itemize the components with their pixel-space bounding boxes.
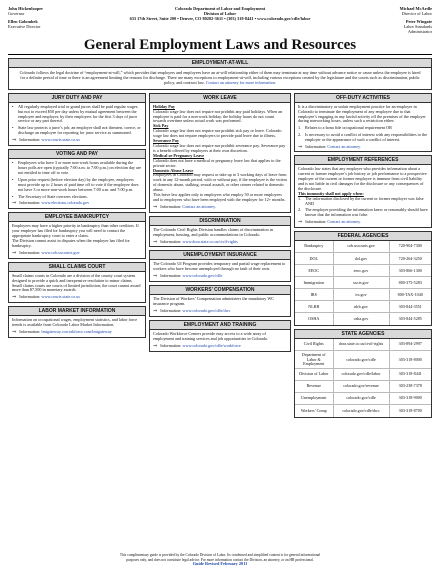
table-row: Revenue colorado.gov/revenue 303-238-7378 [295, 381, 431, 393]
arrow-right-icon: ⇒ [12, 200, 17, 207]
jury-info-link[interactable]: www.courts.state.co.us [41, 137, 80, 143]
arrow-right-icon: ⇒ [12, 329, 17, 336]
footer-disclaimer-1: This complimentary guide is provided by the Colorado Division of Labor. Its condensed and simplified content is for general informational [119, 553, 321, 558]
small-claims-section [8, 262, 146, 304]
arrow-right-icon: ⇒ [153, 273, 158, 280]
discrimination-info [153, 240, 287, 245]
info-label: Information: [19, 294, 41, 300]
discrimination-title: DISCRIMINATION [150, 217, 290, 226]
arrow-right-icon: ⇒ [298, 143, 303, 150]
voting-item: • The Secretary of State oversees elections. [12, 195, 142, 200]
table-row: NLRB nlrb.gov 303-844-3551 [295, 301, 431, 313]
references-lead: This immunity shall not apply when: [298, 191, 364, 196]
governor-title: Governor [8, 11, 25, 16]
info-label: Information: [19, 200, 41, 206]
medical-leave-body: Colorado does not have a medical or pregnancy leave law that applies to the private sector. [153, 157, 281, 168]
lmi-title: LABOR MARKET INFORMATION [9, 307, 145, 316]
work-leave-title: WORK LEAVE [150, 94, 290, 103]
at-will-body: Colorado follows the legal doctrine of “employment-at-will,” which provides that employers and employees have an at-will relationship either of them may terminate at any time without advance notice or cause unless the employee is hired for a definite period of time or there is an agreement limiting the reasons for discharge. There are many exceptions to employment-at-will, including various exceptions created by the legislature and the courts such as discrimination, public policy, and contract law. [19, 70, 421, 85]
page-title: General Employment Laws and Resources [8, 37, 432, 55]
work-leave-info-link[interactable]: Contact an attorney. [182, 203, 216, 209]
voting-info-link[interactable]: www.elections.colorado.gov [41, 200, 90, 206]
holiday-pay-body: Colorado wage law does not require nor prohibit any paid holidays. When an employee is paid for a non-work holiday, the holiday hours do not count towards overtime unless actual work was performed. [153, 108, 283, 124]
discrimination-info-link[interactable]: www.dora.state.co.us/civil-rights [182, 238, 238, 244]
sick-pay-body: Colorado wage law does not require nor prohibit sick pay or leave. Colorado wage law does not require employers to provide paid leave due to illness. [153, 128, 282, 139]
column-middle [149, 93, 291, 418]
director-title: Director of Labor [401, 11, 432, 16]
arrow-right-icon: ⇒ [12, 137, 17, 144]
workers-comp-info [153, 309, 287, 314]
jury-info [12, 138, 142, 143]
unemployment-body: The Colorado UI Program provides temporary and partial wage replacement to workers who have become unemployed through no fault of their own. [153, 261, 286, 272]
executive-director-name: Ellen Golombek [8, 19, 38, 24]
discrimination-section [149, 216, 291, 248]
arrow-right-icon: ⇒ [298, 219, 303, 226]
table-row: DOL dol.gov 720-264-3250 [295, 253, 431, 265]
jury-item: • State law protects a juror’s job; an employer shall not threaten, coerce, or discharge an employee for reporting for juror service as summoned. [12, 126, 142, 136]
workers-comp-section [149, 285, 291, 317]
info-label: Information: [160, 238, 182, 244]
federal-agencies-table [295, 241, 431, 325]
bankruptcy-info-link[interactable]: www.cob.uscourts.gov [41, 249, 80, 255]
references-info-link[interactable]: Contact an attorney. [327, 219, 361, 225]
jury-title: JURY DUTY AND PAY [9, 94, 145, 103]
table-row: OSHA osha.gov 303-844-5285 [295, 313, 431, 325]
info-label: Information: [160, 342, 182, 348]
training-title: EMPLOYMENT AND TRAINING [150, 321, 290, 330]
workers-comp-title: WORKERS’ COMPENSATION [150, 286, 290, 295]
at-will-section [8, 58, 432, 90]
off-duty-title: OFF-DUTY ACTIVITIES [295, 94, 431, 103]
severance-pay-body: Colorado wage law does not require nor prohibit severance pay. Severance pay is a benefit offered by employers at their own discretion. [153, 142, 286, 153]
table-row: EEOC eeoc.gov 303-866-1300 [295, 265, 431, 277]
administrator-title: Labor Standards Administrator [403, 24, 432, 34]
at-will-attorney-link[interactable]: Contact an attorney for more information. [205, 79, 277, 85]
leave-applicability-body: This leave law applies only to employers who employ 50 or more employees and to employees who have been employed with the employer for 12+ months. [153, 192, 286, 202]
domestic-abuse-body: Employees in Colorado may request or take up to 3 working days of leave from work in any 12-month period, with or without pay, if the employee is the victim of domestic abuse, stalking, sexual assault, or other crimes related to domestic abuse. [153, 172, 287, 193]
federal-agencies-section [294, 231, 432, 326]
voting-item: • Employees who have 3 or more non-work hours available during the hours polls are open (typically 7:00 a.m. to 7:00 p.m.) on election day are not entitled to time off to vote. [12, 161, 142, 176]
table-row: Unemployment colorado.gov/cdle 303-318-9000 [295, 393, 431, 405]
medical-leave-heading: Medical or Pregnancy Leave [153, 152, 205, 158]
letterhead [8, 6, 432, 36]
table-row: Civil Rights dora.state.co.us/civil-rights 303-894-2997 [295, 339, 431, 351]
director-name: Michael McArdle [399, 6, 432, 11]
column-left [8, 93, 146, 418]
jury-item: • All regularly employed trial or grand jurors shall be paid regular wages, but not to exceed $50 per day unless by mutual agreement between the employee and employer, by their employers for the first 3 days of juror service or any part thereof. [12, 105, 142, 125]
administrator-name: Peter Wingate [405, 19, 432, 24]
bankruptcy-section [8, 212, 146, 258]
references-item: 1. The information disclosed by the current or former employer was false AND [298, 195, 424, 206]
unemployment-info-link[interactable]: www.colorado.gov/cdle [182, 273, 223, 279]
small-claims-info [12, 295, 142, 300]
department-name: Colorado Department of Labor and Employment [174, 6, 266, 11]
references-body: Colorado law states that any employer who provides information about a current or former employee’s job history or job performance to a prospective employer of the current or former employee is immune from civil liability and is not liable in civil damages for the disclosure or any consequences of the disclosure. [298, 166, 427, 192]
domestic-abuse-heading: Domestic Abuse Leave [153, 167, 194, 173]
state-agencies-section [294, 329, 432, 418]
training-info-link[interactable]: www.colorado.gov/cdle/workforce [182, 342, 241, 348]
references-section [294, 155, 432, 227]
training-info [153, 344, 287, 349]
info-label: Information: [305, 143, 327, 149]
info-label: Information: [19, 329, 41, 335]
discrimination-body: The Colorado Civil Rights Division handles claims of discrimination in employment, housing, and public accommodations in Colorado. [153, 226, 273, 237]
info-label: Information: [160, 273, 182, 279]
work-leave-info [153, 205, 287, 210]
voting-item: • Upon prior request (before election day) by the employee, employers must provide up to 2 hours of paid time off to vote if the employee does not have 3 or more non-work hours between 7:00 a.m. and 7:00 p.m. [12, 178, 142, 193]
table-row: Bankruptcy cob.uscourts.gov 720-904-7300 [295, 241, 431, 253]
executive-director-title: Executive Director [8, 24, 41, 29]
unemployment-info [153, 274, 287, 279]
training-body: Colorado Workforce Centers provide easy access to a wide array of employment and training services and job opportunities in Colorado. [153, 330, 269, 341]
table-row: Immigration uscis.gov 800-375-5283 [295, 277, 431, 289]
jury-section [8, 93, 146, 146]
arrow-right-icon: ⇒ [12, 249, 17, 256]
table-row: Workers’ Comp colorado.gov/cdle/dwc 303-318-8700 [295, 405, 431, 417]
references-item: 2. The employer providing the information knew or reasonably should have known that the information was false. [298, 207, 428, 218]
lmi-info [12, 330, 142, 335]
columns [8, 93, 432, 418]
sick-pay-heading: Sick Pay [153, 123, 169, 129]
references-info [298, 220, 428, 225]
federal-agencies-title: FEDERAL AGENCIES [295, 232, 431, 241]
info-label: Information: [160, 203, 182, 209]
governor-name: John Hickenlooper [8, 6, 43, 11]
off-duty-body: It is a discriminatory or unfair employment practice for an employer in Colorado to terminate the employment of any employee due to that employee’s engaging in any lawful activity off the premises of the employer during nonworking hours, unless such a restriction either: [298, 103, 426, 124]
voting-section [8, 149, 146, 209]
off-duty-item: 1. Relates to a bona fide occupational requirement OR [298, 125, 392, 131]
holiday-pay-heading: Holiday Pay [153, 103, 175, 109]
footer [8, 553, 432, 566]
state-agencies-table [295, 339, 431, 417]
arrow-right-icon: ⇒ [153, 308, 158, 314]
lmi-body: Information on occupational wages, employment statistics, and labor force trends is available from Colorado Labor Market Information. [12, 317, 138, 328]
column-right [294, 93, 432, 418]
bankruptcy-body-2: The Division cannot assist in disputes when the employer has filed for bankruptcy. [12, 238, 130, 248]
off-duty-item: 2. Is necessary to avoid a conflict of interest with any responsibilities to the employer or the appearance of such a conflict of interest. [298, 131, 428, 142]
letterhead-center [8, 6, 432, 21]
info-label: Information: [19, 137, 41, 143]
small-claims-body: Small claims courts in Colorado are a division of the county court system designed to provide a quick and inexpensive resolution to minor claims. Small claims courts are courts of limited jurisdiction; the court cannot award more than $7,500 in monetary awards. [12, 272, 141, 293]
unemployment-title: UNEMPLOYMENT INSURANCE [150, 251, 290, 260]
work-leave-section [149, 93, 291, 213]
references-title: EMPLOYMENT REFERENCES [295, 156, 431, 165]
unemployment-section [149, 250, 291, 282]
arrow-right-icon: ⇒ [153, 238, 158, 245]
workers-comp-body: The Division of Workers’ Compensation administers the mandatory WC insurance program. [153, 296, 275, 307]
info-label: Information: [305, 219, 327, 225]
lmi-info-link[interactable]: lmigateway.coworkforce.com/lmigateway [41, 329, 112, 335]
off-duty-info-link[interactable]: Contact an attorney. [327, 143, 361, 149]
small-claims-title: SMALL CLAIMS COURT [9, 263, 145, 272]
state-agencies-title: STATE AGENCIES [295, 330, 431, 339]
table-row: IRS irs.gov 800-TAX-1040 [295, 289, 431, 301]
bankruptcy-title: EMPLOYEE BANKRUPTCY [9, 213, 145, 222]
footer-disclaimer-2: purposes only, and does not constitute legal advice. For more information contact the Division, an attorney, or an HR professional. [126, 557, 314, 562]
letterhead-right [388, 6, 432, 34]
off-duty-section [294, 93, 432, 153]
bankruptcy-info [12, 251, 142, 256]
bankruptcy-body: Employees may have a higher priority in bankruptcy than other creditors. If your employer has filed for bankruptcy you will need to contact the appropriate bankruptcy court to enter a claim. [12, 223, 139, 239]
info-label: Information: [160, 308, 182, 313]
training-section [149, 320, 291, 352]
info-label: Information: [19, 249, 41, 255]
workers-comp-info-link[interactable]: www.colorado.gov/cdle/dwc [182, 308, 231, 313]
voting-info [12, 201, 142, 206]
lmi-section [8, 306, 146, 338]
department-address: 633 17th Street, Suite 200 • Denver, CO 80202-3611 • (303) 318-8441 • www.colorado.gov/cdle/labor [129, 16, 311, 21]
off-duty-info [298, 145, 428, 150]
small-claims-info-link[interactable]: www.courts.state.co.us [41, 294, 80, 300]
table-row: Division of Labor colorado.gov/cdle/labor 303-318-8441 [295, 369, 431, 381]
severance-pay-heading: Severance Pay [153, 138, 179, 144]
arrow-right-icon: ⇒ [153, 342, 158, 349]
revision-date: Guide Revised February 2011 [192, 560, 248, 566]
at-will-title: EMPLOYMENT-AT-WILL [9, 59, 431, 68]
arrow-right-icon: ⇒ [12, 294, 17, 301]
division-name: Division of Labor [203, 11, 237, 16]
voting-title: VOTING AND PAY [9, 150, 145, 159]
arrow-right-icon: ⇒ [153, 203, 158, 210]
table-row: Department of Labor & Employment colorado.gov/cdle 303-318-8000 [295, 351, 431, 369]
